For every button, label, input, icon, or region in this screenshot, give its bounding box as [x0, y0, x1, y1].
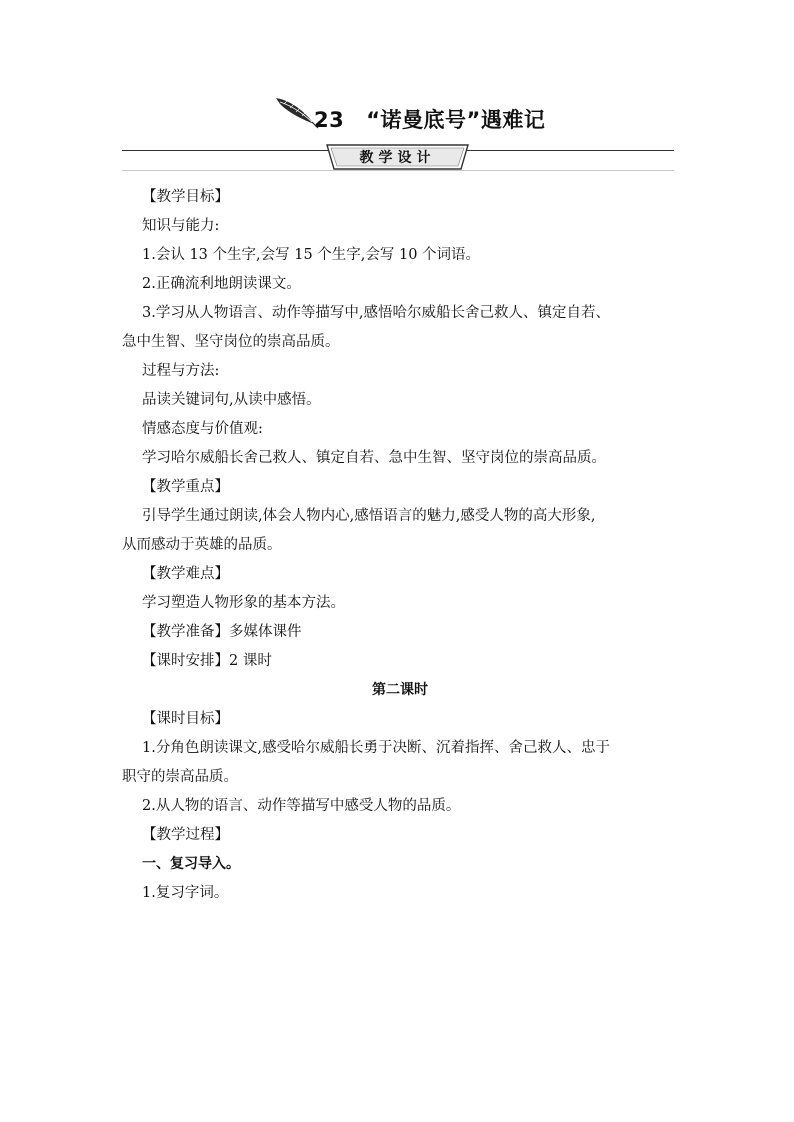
section-banner-label: 教学设计	[359, 150, 436, 166]
process-label: 过程与方法:	[142, 363, 220, 379]
goal-3-line-1: 3.学习从人物语言、动作等描写中,感悟哈尔威船长舍己救人、镇定自若、	[142, 305, 610, 321]
goals-heading: 【教学目标】	[142, 189, 229, 205]
process-heading: 【教学过程】	[142, 827, 229, 843]
lesson-goal-1-line-1: 1.分角色朗读课文,感受哈尔威船长勇于决断、沉着指挥、舍己救人、忠于	[142, 740, 610, 756]
lesson-title-row	[270, 100, 670, 140]
lesson-plan-body	[122, 183, 678, 908]
step-1-heading: 一、复习导入。	[142, 856, 240, 872]
difficulty-text: 学习塑造人物形象的基本方法。	[142, 595, 345, 611]
process-text: 品读关键词句,从读中感悟。	[142, 392, 321, 408]
goal-3-line-2: 急中生智、坚守岗位的崇高品质。	[122, 334, 340, 350]
lesson-title-text: “诺曼底号”遇难记	[366, 108, 546, 132]
emotion-label: 情感态度与价值观:	[142, 421, 263, 437]
key-text-line-2: 从而感动于英雄的品质。	[122, 537, 282, 553]
difficulty-heading: 【教学难点】	[142, 566, 229, 582]
schedule-line: 【课时安排】2 课时	[142, 653, 272, 669]
lesson-goal-1-line-2: 职守的崇高品质。	[122, 769, 238, 785]
banner-rule-bottom	[122, 170, 674, 171]
key-heading: 【教学重点】	[142, 479, 229, 495]
section-banner	[325, 144, 470, 170]
preparation-line: 【教学准备】多媒体课件	[142, 624, 302, 640]
goal-1: 1.会认 13 个生字,会写 15 个生字,会写 10 个词语。	[142, 247, 481, 263]
goal-2: 2.正确流利地朗读课文。	[142, 276, 301, 292]
lesson-goals-heading: 【课时目标】	[142, 711, 229, 727]
knowledge-label: 知识与能力:	[142, 218, 220, 234]
lesson-goal-2: 2.从人物的语言、动作等描写中感受人物的品质。	[142, 798, 461, 814]
key-text-line-1: 引导学生通过朗读,体会人物内心,感悟语言的魅力,感受人物的高大形象,	[142, 508, 596, 524]
emotion-text: 学习哈尔威船长舍己救人、镇定自若、急中生智、坚守岗位的崇高品质。	[142, 450, 606, 466]
lesson-title	[314, 104, 545, 134]
second-lesson-title: 第二课时	[372, 682, 428, 698]
step-1-item-1: 1.复习字词。	[142, 885, 229, 901]
lesson-number: 23	[314, 108, 345, 132]
